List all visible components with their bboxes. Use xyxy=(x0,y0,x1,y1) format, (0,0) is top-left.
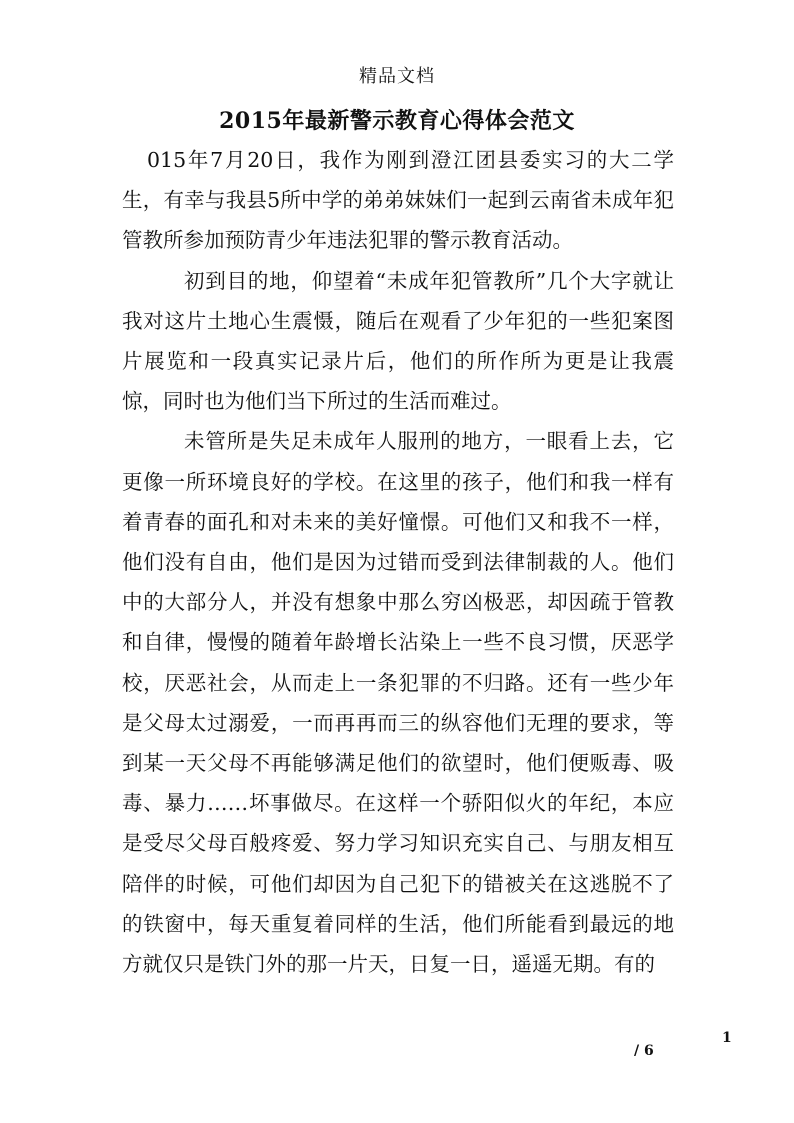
header-label: 精品文档 xyxy=(359,66,435,87)
paragraph-2: 初到目的地，仰望着“未成年犯管教所”几个大字就让我对这片土地心生震慑，随后在观看了少年犯的一些犯案图片展览和一段真实记录片后，他们的所作所为更是让我震惊，同时也为他们当下所过的生活而难过。 xyxy=(122,268,674,414)
page-total: / 6 xyxy=(634,1043,654,1059)
document-title: 2015年最新警示教育心得体会范文 xyxy=(219,108,575,134)
document-body xyxy=(122,140,674,984)
page-number: 1 xyxy=(722,1030,732,1046)
paragraph-3: 未管所是失足未成年人服刑的地方，一眼看上去，它更像一所环境良好的学校。在这里的孩子，他们和我一样有着青春的面孔和对未来的美好憧憬。可他们又和我不一样，他们没有自由，他们是因为过错而受到法律制裁的人。他们中的大部分人，并没有想象中那么穷凶极恶，却因疏于管教和自律，慢慢的随着年龄增长沾染上一些不良习惯，厌恶学校，厌恶社会，从而走上一条犯罪的不归路。还有一些少年是父母太过溺爱，一而再再而三的纵容他们无理的要求，等到某一天父母不再能够满足他们的欲望时，他们便贩毒、吸毒、暴力……坏事做尽。在这样一个骄阳似火的年纪，本应是受尽父母百般疼爱、努力学习知识充实自己、与朋友相互陪伴的时候，可他们却因为自己犯下的错被关在这逃脱不了的铁窗中，每天重复着同样的生活，他们所能看到最远的地方就仅只是铁门外的那一片天，日复一日，遥遥无期。有的 xyxy=(122,429,674,977)
paragraph-1: 015年7月20日，我作为刚到澄江团县委实习的大二学生，有幸与我县5所中学的弟弟妹妹们一起到云南省未成年犯管教所参加预防青少年违法犯罪的警示教育活动。 xyxy=(122,148,674,253)
